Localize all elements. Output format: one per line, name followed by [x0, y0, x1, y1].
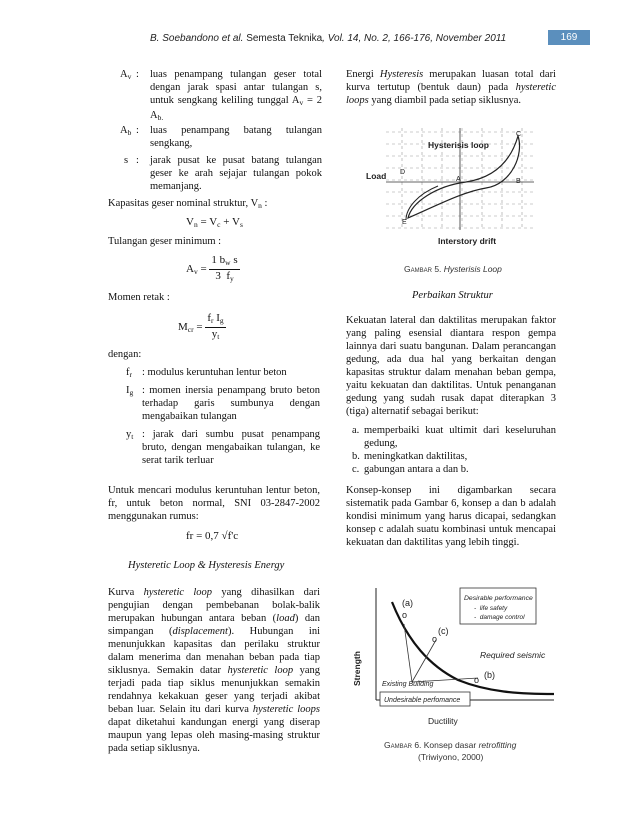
section-perbaikan: Perbaikan Struktur — [412, 290, 493, 301]
def-s-sym: s — [124, 155, 129, 166]
alt-list-item-c: c. gabungan antara a dan b. — [352, 464, 469, 475]
fig6-line-c — [412, 640, 436, 682]
def-fr-text: : modulus keruntuhan lentur beton — [142, 367, 287, 378]
kapasitas-label: Kapasitas geser nominal struktur, $V_n$ : — [108, 198, 268, 210]
fig6-label-c: (c) — [438, 626, 449, 636]
figure-6-retrofitting — [346, 584, 558, 732]
alt-list-item-a: a. memperbaiki kuat ultimit dari keseluruhan gedung, — [352, 425, 556, 449]
fig6-required-label: Required seismic — [480, 650, 546, 660]
fig6-desirable-title: Desirable performance — [464, 595, 533, 602]
header-citation — [150, 33, 506, 44]
fig6-caption-source: (Triwiyono, 2000) — [418, 752, 484, 762]
page-number: 169 — [548, 30, 590, 45]
fig6-caption: Gambar 6. Konsep dasar retrofitting — [384, 740, 517, 750]
header-volinfo: , Vol. 14, No. 2, 166-176, November 2011 — [322, 33, 507, 44]
fig6-xlabel: Ductility — [428, 716, 458, 726]
fig5-point-c: C — [516, 131, 522, 138]
untuk-paragraph: Untuk mencari modulus keruntuhan lentur beton, fr, untuk beton normal, SNI 03-2847-2002 menggunakan rumus: — [108, 485, 320, 522]
eq-vn: $V_n = V_c + V_s$ — [186, 216, 243, 229]
eq-av: $A_v$ = $\frac{1 b_w s}{3 f_y}$ — [186, 254, 238, 283]
fig6-label-b: (b) — [484, 670, 495, 680]
kekuatan-paragraph: Kekuatan lateral dan daktilitas merupakan faktor yang paling esensial diantara respon gempa lainnya dari suatu bangunan. Dalam perancangan gedung, ada dua hal yang berkaitan dengan kapasitas struktur dalam menahan beban gempa, yaitu kekuatan dan daktilitas. Untuk penanganan gedung yang sudah rusak dapat diterapkan 3 (tiga) alternatif sebagai berikut: — [346, 315, 556, 417]
fig5-caption: Gambar 5. Hysterisis Loop — [404, 264, 502, 274]
fig5-point-b: B — [516, 178, 521, 185]
fig5-point-e: E — [402, 219, 407, 226]
section-hysteretic: Hysteretic Loop & Hysteresis Energy — [128, 560, 285, 571]
fig5-xlabel: Interstory drift — [438, 236, 497, 246]
def-ig-text: : momen inersia penampang bruto beton terhadap garis sumbunya dengan mengabaikan tulangan — [142, 385, 320, 422]
fig5-title: Hysterisis loop — [428, 140, 489, 150]
fig6-label-a: (a) — [402, 598, 413, 608]
eq-mcr: $M_{cr}$ = $\frac{f_r I_g}{y_t}$ — [178, 312, 224, 341]
fig6-marker-b: o — [474, 675, 480, 685]
dengan-label: dengan: — [108, 349, 142, 360]
tulangan-label: Tulangan geser minimum : — [108, 236, 222, 247]
fig6-desirable-item-1: - life safety — [474, 605, 508, 612]
fig6-existing-label: Existing Building — [382, 681, 434, 688]
fig6-marker-a: o — [402, 610, 408, 620]
alt-list-item-b: b. meningkatkan daktilitas, — [352, 451, 468, 462]
fig5-ylabel: Load — [366, 171, 387, 181]
fig6-marker-c: o — [432, 634, 438, 644]
def-s-text: jarak pusat ke pusat batang tulangan geser ke arah sejajar tulangan pokok memanjang. — [150, 155, 322, 192]
fig6-undesirable-label: Undesirable perfomance — [384, 697, 461, 704]
energi-paragraph: Energi Hysteresis merupakan luasan total dari kurva tertutup (bentuk daun) pada hysteretic loops yang diambil pada setiap siklusnya. — [346, 69, 556, 106]
fig5-point-d: D — [400, 169, 406, 176]
fig5-point-a: A — [456, 176, 461, 183]
eq-fr: fr = 0,7 √f'c — [186, 530, 239, 542]
def-s-sep: : — [136, 155, 139, 166]
konsep-paragraph: Konsep-konsep ini digambarkan secara sistematik pada Gambar 6, konsep a dan b adalah kondisi minimum yang harus dicapai, sedangkan konsep c adalah suatu kombinasi untuk mencapai kekuatan dan daktilitas yang lebih tinggi. — [346, 485, 556, 548]
def-ab-text: luas penampang batang tulangan sengkang, — [150, 125, 322, 149]
header-journal: Semesta Teknika — [246, 33, 323, 44]
momen-label: Momen retak : — [108, 292, 170, 303]
kurva-paragraph: Kurva hysteretic loop yang dihasilkan dari pengujian dengan pembebanan bolak-balik merupakan hubungan antara beban (load) dan simpangan (displacement). Hubungan ini menunjukkan kapasitas dan perilaku struktur dalam menerima dan menahan beban pada tiap siklusnya. Semakin datar hysteretic loop yang terjadi pada tiap siklus menunjukkan semakin rendahnya kekakuan geser yang terjadi akibat beban luar. Selain itu dari kurva hysteretic loops dapat diketahui kandungan energi yang diserap maupun yang lepas oleh masing-masing struktur pada setiap siklusnya. — [108, 587, 320, 754]
running-header — [0, 0, 638, 44]
alt-list — [352, 424, 556, 476]
fig6-desirable-item-2: - damage control — [474, 614, 525, 621]
figure-5-hysteresis — [366, 124, 556, 248]
def-yt-text: : jarak dari sumbu pusat penampang bruto, dengan mengabaikan tulangan, ke serat tarik terluar — [142, 429, 320, 466]
header-authors: B. Soebandono et al. — [150, 33, 244, 44]
fig6-ylabel: Strength — [352, 651, 362, 686]
